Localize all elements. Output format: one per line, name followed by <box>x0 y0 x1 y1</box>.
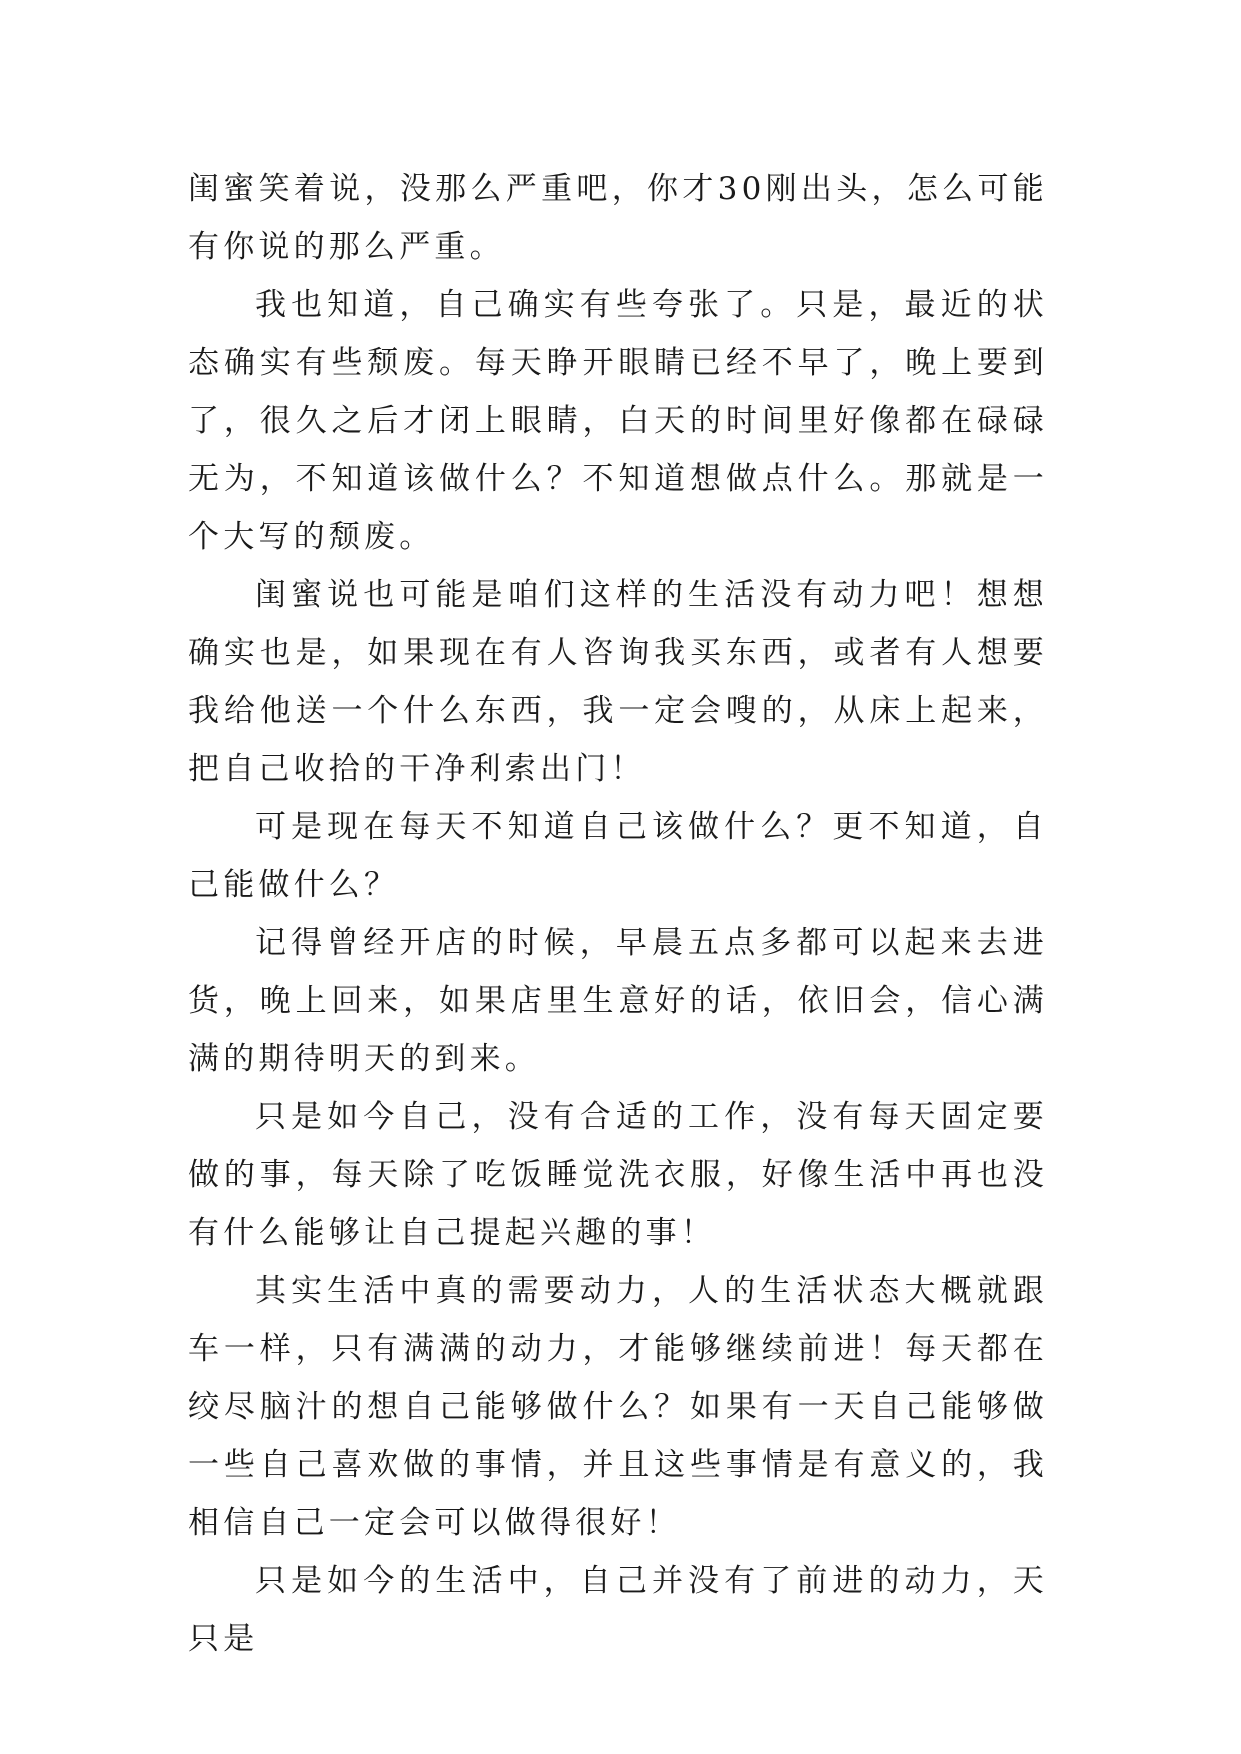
paragraph-7: 其实生活中真的需要动力，人的生活状态大概就跟车一样，只有满满的动力，才能够继续前进！每天都在绞尽脑汁的想自己能够做什么？如果有一天自己能够做一些自己喜欢做的事情，并且这些事情是有意义的，我相信自己一定会可以做得很好！ <box>188 1273 1048 1541</box>
paragraph-6: 只是如今自己，没有合适的工作，没有每天固定要做的事，每天除了吃饭睡觉洗衣服，好像生活中再也没有什么能够让自己提起兴趣的事！ <box>188 1099 1048 1251</box>
paragraph-1: 闺蜜笑着说，没那么严重吧，你才30刚出头，怎么可能有你说的那么严重。 <box>188 171 1048 265</box>
paragraph-4: 可是现在每天不知道自己该做什么？更不知道，自己能做什么？ <box>188 809 1048 903</box>
paragraph-5: 记得曾经开店的时候，早晨五点多都可以起来去进货，晚上回来，如果店里生意好的话，依旧会，信心满满的期待明天的到来。 <box>188 925 1048 1077</box>
document-body <box>188 160 1048 1668</box>
paragraph-2: 我也知道，自己确实有些夸张了。只是，最近的状态确实有些颓废。每天睁开眼睛已经不早了，晚上要到了，很久之后才闭上眼睛，白天的时间里好像都在碌碌无为，不知道该做什么？不知道想做点什么。那就是一个大写的颓废。 <box>188 287 1048 555</box>
paragraph-8: 只是如今的生活中，自己并没有了前进的动力，天只是 <box>188 1563 1048 1657</box>
paragraph-3: 闺蜜说也可能是咱们这样的生活没有动力吧！想想确实也是，如果现在有人咨询我买东西，或者有人想要我给他送一个什么东西，我一定会嗖的，从床上起来，把自己收拾的干净利索出门！ <box>188 577 1048 787</box>
